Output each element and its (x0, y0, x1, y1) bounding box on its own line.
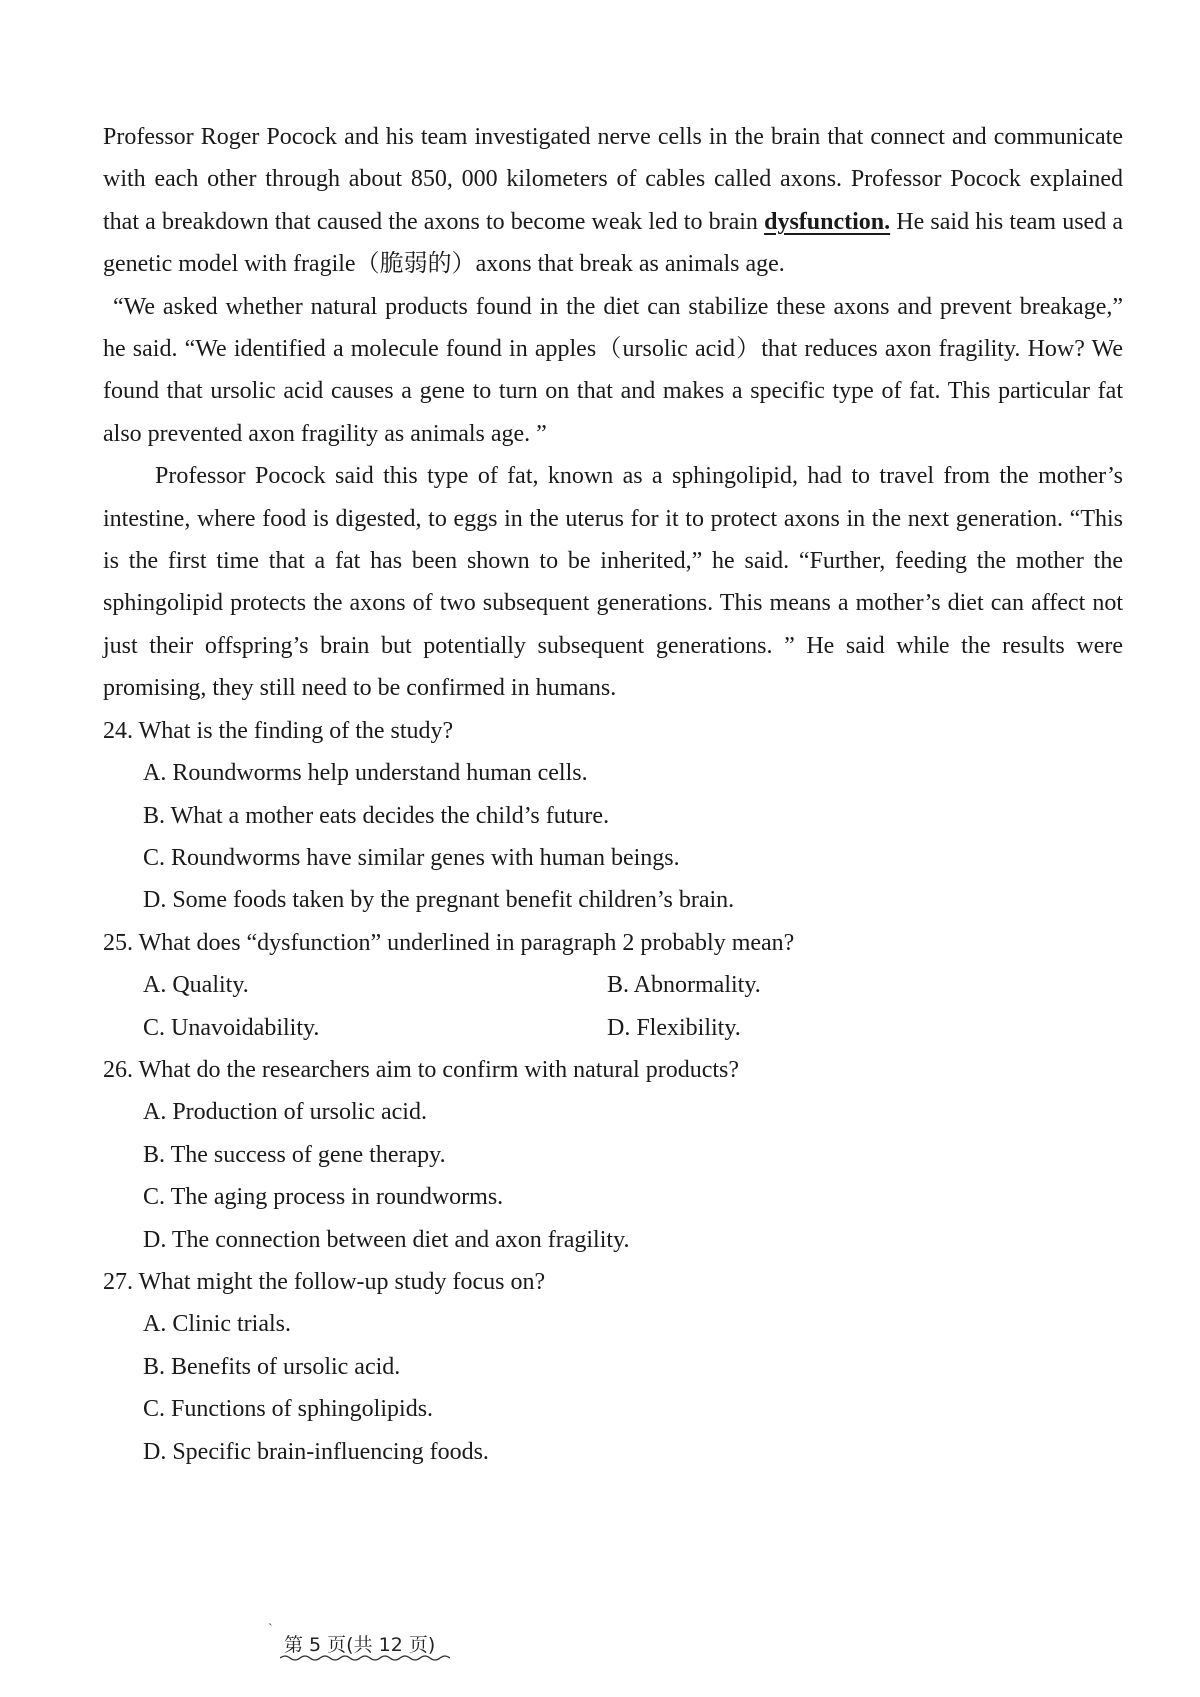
option-a: A. Production of ursolic acid. (143, 1099, 427, 1126)
underlined-word: dysfunction. (764, 208, 891, 235)
option-row (103, 964, 1123, 1006)
question-24 (103, 710, 1123, 922)
option-b: B. Abnormality. (607, 972, 761, 999)
question-stem: 24. What is the finding of the study? (103, 717, 454, 744)
question-26 (103, 1049, 1123, 1261)
option-c: C. Unavoidability. (143, 1014, 320, 1041)
question-stem: 25. What does “dysfunction” underlined in paragraph 2 probably mean? (103, 929, 795, 956)
reading-passage (103, 116, 1123, 1473)
option-c: C. The aging process in roundworms. (143, 1184, 504, 1211)
passage-paragraph-1-rest: He said his team used a genetic model with fragile（脆弱的）axons that break as animals age. (103, 208, 1123, 278)
option-d: D. Specific brain-influencing foods. (143, 1438, 489, 1465)
question-27 (103, 1261, 1123, 1473)
option-d: D. Some foods taken by the pregnant benefit children’s brain. (143, 887, 735, 914)
option-c: C. Roundworms have similar genes with human beings. (143, 844, 680, 871)
option-a: A. Quality. (143, 972, 249, 999)
option-a: A. Roundworms help understand human cells. (143, 760, 588, 787)
question-stem: 26. What do the researchers aim to confirm with natural products? (103, 1056, 740, 1083)
page-number: 第 5 页(共 12 页) (284, 1634, 436, 1656)
wavy-underline-icon (280, 1654, 450, 1662)
passage-paragraph-1 (103, 116, 1123, 286)
option-d: D. The connection between diet and axon fragility. (143, 1226, 630, 1253)
option-b: B. What a mother eats decides the child’s future. (143, 802, 610, 829)
option-c: C. Functions of sphingolipids. (143, 1396, 434, 1423)
option-a: A. Clinic trials. (143, 1311, 291, 1338)
question-25 (103, 922, 1123, 1049)
option-b: B. The success of gene therapy. (143, 1141, 446, 1168)
passage-paragraph-3: Professor Pocock said this type of fat, known as a sphingolipid, had to travel from the mother’s intestine, where food is digested, to eggs in the uterus for it to protect axons in the next generation. “This is the first time that a fat has been shown to be inherited,” he said. “Further, feeding the mother the sphingolipid protects the axons of two subsequent generations. This means a mother’s diet can affect not just their offspring’s brain but potentially subsequent generations. ” He said while the results were promising, they still need to be confirmed in humans. (103, 463, 1123, 702)
option-row (103, 1007, 1123, 1049)
stray-mark: ` (268, 1622, 273, 1637)
passage-paragraph-1-text: Professor Roger Pocock and his team investigated nerve cells in the brain that connect and communicate with each other through about 850, 000 kilometers of cables called axons. Professor Pocock explained that a breakdown that caused the axons to become weak led to brain (103, 124, 1123, 235)
option-b: B. Benefits of ursolic acid. (143, 1353, 401, 1380)
question-stem: 27. What might the follow-up study focus on? (103, 1268, 546, 1295)
option-d: D. Flexibility. (607, 1014, 741, 1041)
passage-paragraph-2: “We asked whether natural products found in the diet can stabilize these axons and prevent breakage,” he said. “We identified a molecule found in apples（ursolic acid）that reduces axon fragility. How? We found that ursolic acid causes a gene to turn on that and makes a specific type of fat. This particular fat also prevented axon fragility as animals age. ” (103, 293, 1123, 447)
